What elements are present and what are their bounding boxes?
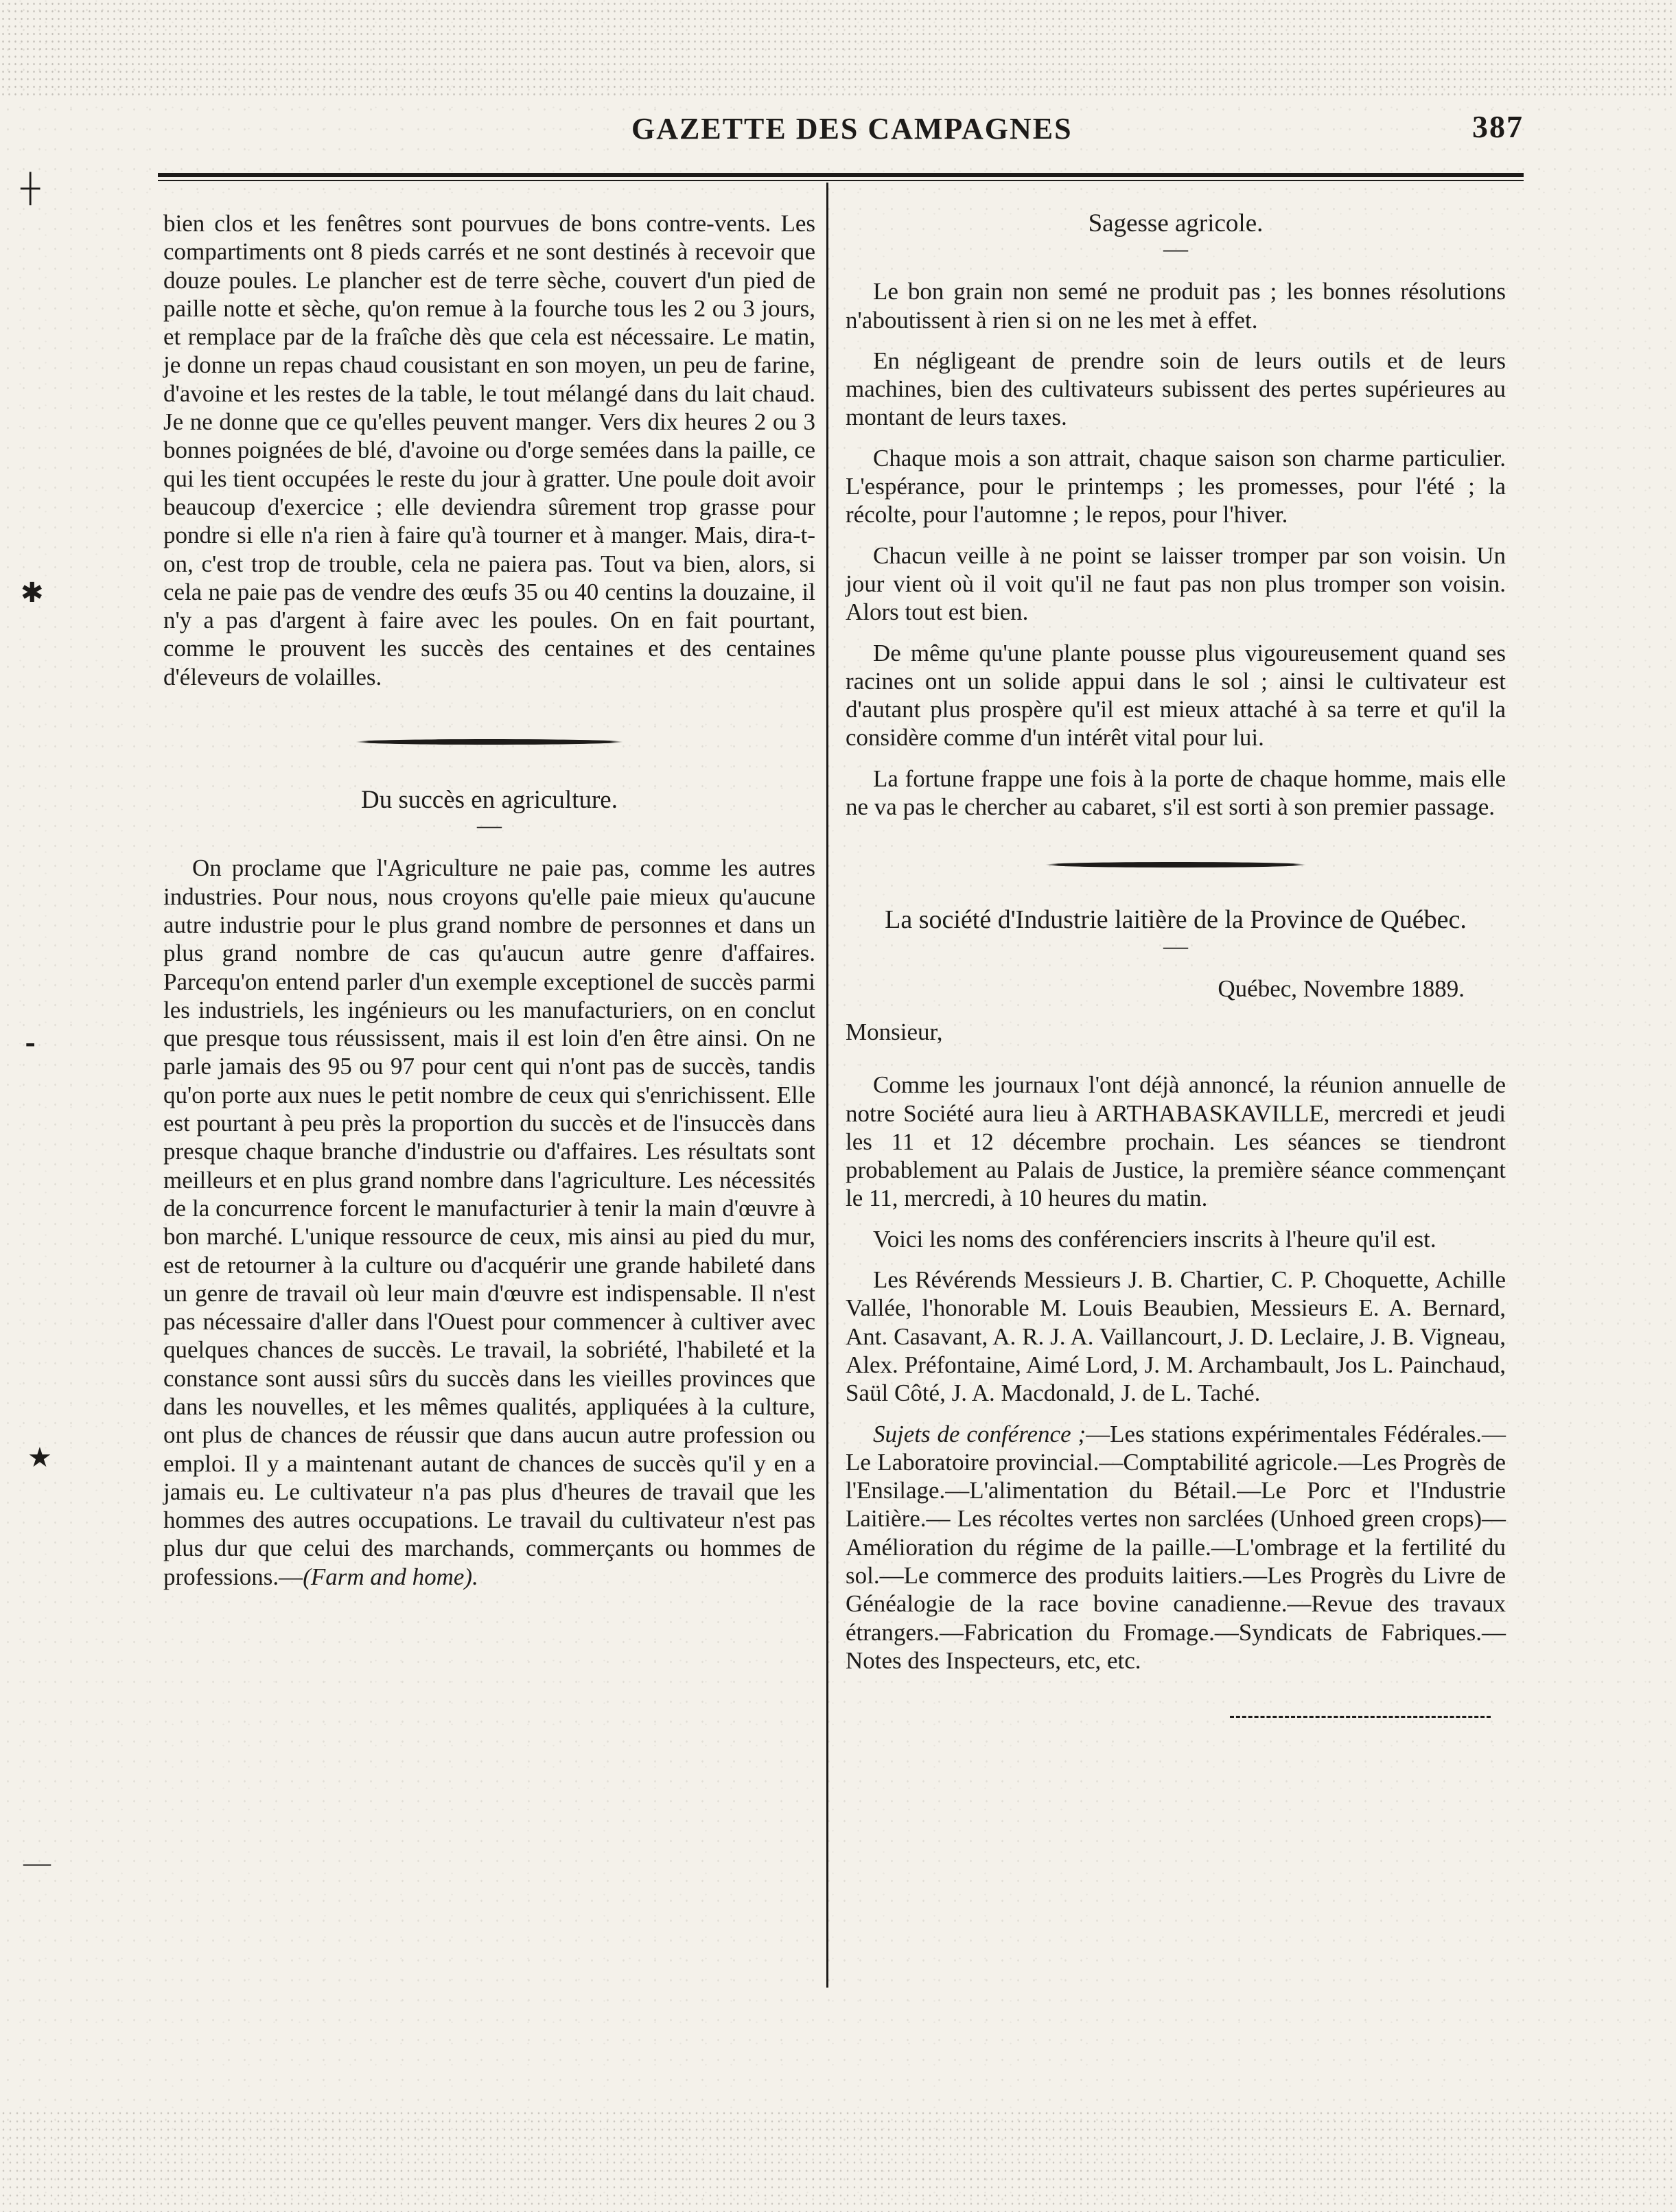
page-number: 387 — [1472, 109, 1524, 144]
speaker-list: Les Révérends Messieurs J. B. Chartier, C. P. Choquette, Achille Vallée, l'honorable M. Louis Beaubien, Messieurs E. A. Bernard, Ant. Casavant, A. R. J. A. Vaillancourt, J. D. Leclaire, J. B. Vigneau, Alex. Préfontaine, Aimé Lord, J. M. Archambault, Jos L. Painchaud, Saül Côté, J. A. Macdonald, J. de L. Taché. — [846, 1266, 1506, 1407]
article-text: On proclame que l'Agriculture ne paie pas, comme les autres industries. Pour nous, nous croyons qu'elle paie mieux qu'aucune autre industrie pour le plus grand nombre de personnes et dans un plus grand nombre de cas qu'aucun autre genre d'affaires. Parcequ'on entend parler d'un exemple exceptionel de succès parmi les industriels, les ingénieurs ou les manufacturiers, on en conclut que presque tous réussissent, mais il est loin d'en être ainsi. On ne parle jamais des 95 ou 97 pour cent qui n'ont pas de succès, tandis qu'on porte aux nues le petit nombre de ceux qui s'enrichissent. Elle est pourtant à peu près la proportion du succès et de l'insuccès dans presque chaque branche d'industrie ou d'affaires. Les résultats sont meilleurs et en plus grand nombre dans l'agriculture. Les nécessités de la concurrence forcent le manufacturier à tenir la main d'œuvre à bon marché. L'unique ressource de ceux, mis ainsi au pied du mur, est de retourner à la culture ou d'acquérir une grande habileté dans un genre de travail où leur main d'œuvre est indispensable. Il n'est pas nécessaire d'aller dans l'Ouest pour commencer à cultiver avec quelques chances de succès. Le travail, la sobriété, l'habileté et la constance sont aussi sûrs du succès dans les vieilles provinces que dans les nouvelles, et les mêmes qualités, appliquées à la culture, ont plus de chances de réussir que dans aucun autre profession ou emploi. Il y a maintenant autant de chances de succès qu'il y en a jamais eu. Le cultivateur n'a pas plus d'heures de travail que les hommes des autres occupations. Le travail du cultivateur n'est pas plus dur que celui des marchands, commerçants ou hommes de professions.— — [163, 854, 815, 1590]
salutation: Monsieur, — [846, 1018, 943, 1045]
section-ornament — [1045, 862, 1306, 868]
article-title: Du succès en agriculture. — [361, 786, 618, 815]
maxim-paragraph: Chaque mois a son attrait, chaque saison son charme particulier. L'espérance, pour le printemps ; les promesses, pour l'été ; la récolte, pour l'automne ; le repos, pour l'hiver. — [846, 444, 1506, 528]
end-rule — [1230, 1716, 1491, 1718]
page-header — [158, 103, 1524, 151]
title-dash: — — [477, 811, 502, 839]
bottom-scan-noise — [0, 2109, 1676, 2212]
column-divider — [826, 183, 828, 1988]
subjects-label: Sujets de conférence ; — [873, 1420, 1086, 1447]
margin-mark-icon: ⁃ — [23, 1030, 37, 1061]
continued-paragraph: bien clos et les fenêtres sont pourvues de bons contre-vents. Les compartiments ont 8 pieds carrés et ne sont destinés à recevoir que douze poules. Le plancher est de terre sèche, couvert d'un pied de paille notte et sèche, qu'on remue à la fourche tous les 2 ou 3 jours, et remplace par de la fraîche dès que cela est nécessaire. Le matin, je donne un repas chaud cousistant en son moyen, un peu de farine, d'avoine et les restes de la table, le tout mélangé dans du lait chaud. Je ne donne que ce qu'elles peuvent manger. Vers dix heures 2 ou 3 bonnes poignées de blé, d'avoine ou d'orge semées dans la paille, ce qui les tient occupées le reste du jour à gratter. Une poule doit avoir beaucoup d'exercice ; elle deviendra sûrement trop grasse pour pondre si elle n'a rien à faire qu'à tourner et à manger. Mais, dira-t-on, c'est trop de trouble, cela ne paiera pas. Tout va bien, alors, si cela ne paie pas de vendre des œufs 35 ou 40 centins la douzaine, il n'y a pas d'argent à faire avec les poules. On en fait pourtant, comme le prouvent les succès des centaines et des centaines d'éleveurs de volailles. — [163, 210, 815, 690]
margin-mark-icon: ┼ — [21, 172, 40, 203]
margin-mark-icon: — — [23, 1847, 51, 1878]
maxim-paragraph: Le bon grain non semé ne produit pas ; les bonnes résolutions n'aboutissent à rien si on ne les met à effet. — [846, 278, 1506, 334]
title-dash: — — [1163, 931, 1188, 959]
article-body — [163, 854, 815, 1591]
maxim-paragraph: La fortune frappe une fois à la porte de chaque homme, mais elle ne va pas le chercher au cabaret, s'il est sorti à son premier passage. — [846, 765, 1506, 821]
header-rule — [158, 173, 1524, 181]
section-title: La société d'Industrie laitière de la Province de Québec. — [885, 905, 1467, 935]
margin-star-icon: ★ — [27, 1442, 52, 1473]
article-source: (Farm and home). — [303, 1563, 478, 1590]
right-column — [846, 209, 1506, 1718]
margin-star-icon: ✱ — [21, 577, 44, 608]
section-ornament — [356, 739, 623, 745]
title-dash: — — [1163, 235, 1188, 263]
letter-paragraph: Comme les journaux l'ont déjà annoncé, la réunion annuelle de notre Société aura lieu à ARTHABASKAVILLE, mercredi et jeudi les 11 et 12 décembre prochain. Les séances se tiendront probablement au Palais de Justice, la première séance commençant le 11, mercredi, à 10 heures du matin. — [846, 1071, 1506, 1212]
newspaper-title: GAZETTE DES CAMPAGNES — [631, 112, 1073, 145]
subjects-text: —Les stations expérimentales Fédérales.—Le Laboratoire provincial.—Comptabilité agricole.—Les Progrès de l'Ensilage.—L'alimentation du Bétail.—Le Porc et l'Industrie Laitière.— Les récoltes vertes non sarclées (Unhoed green crops)—Amélioration du régime de la paille.—L'ombrage et la fertilité du sol.—Le commerce des produits laitiers.—Les Progrès du Livre de Généalogie de la race bovine canadienne.—Revue des travaux étrangers.—Fabrication du Fromage.—Syndicats de Fabriques.—Notes des Inspecteurs, etc, etc. — [846, 1420, 1506, 1674]
section-title: Sagesse agricole. — [1088, 209, 1264, 237]
maxim-paragraph: Chacun veille à ne point se laisser tromper par son voisin. Un jour vient où il voit qu'il ne faut pas non plus tromper son voisin. Alors tout est bien. — [846, 542, 1506, 626]
subjects-paragraph — [846, 1420, 1506, 1675]
letter-paragraph: Voici les noms des conférenciers inscrits à l'heure qu'il est. — [873, 1225, 1436, 1253]
maxim-paragraph: De même qu'une plante pousse plus vigoureusement quand ses racines ont un solide appui dans le sol ; ainsi le cultivateur est d'autant plus prospère qu'il est mieux attaché à sa terre et qu'il la considère comme d'un intérêt vital pour lui. — [846, 639, 1506, 752]
left-column — [163, 209, 815, 1591]
maxim-paragraph: En négligeant de prendre soin de leurs outils et de leurs machines, bien des cultivateurs subissent des pertes supérieures au montant de leurs taxes. — [846, 347, 1506, 431]
dateline: Québec, Novembre 1889. — [1218, 975, 1465, 1002]
top-scan-noise — [0, 0, 1676, 96]
